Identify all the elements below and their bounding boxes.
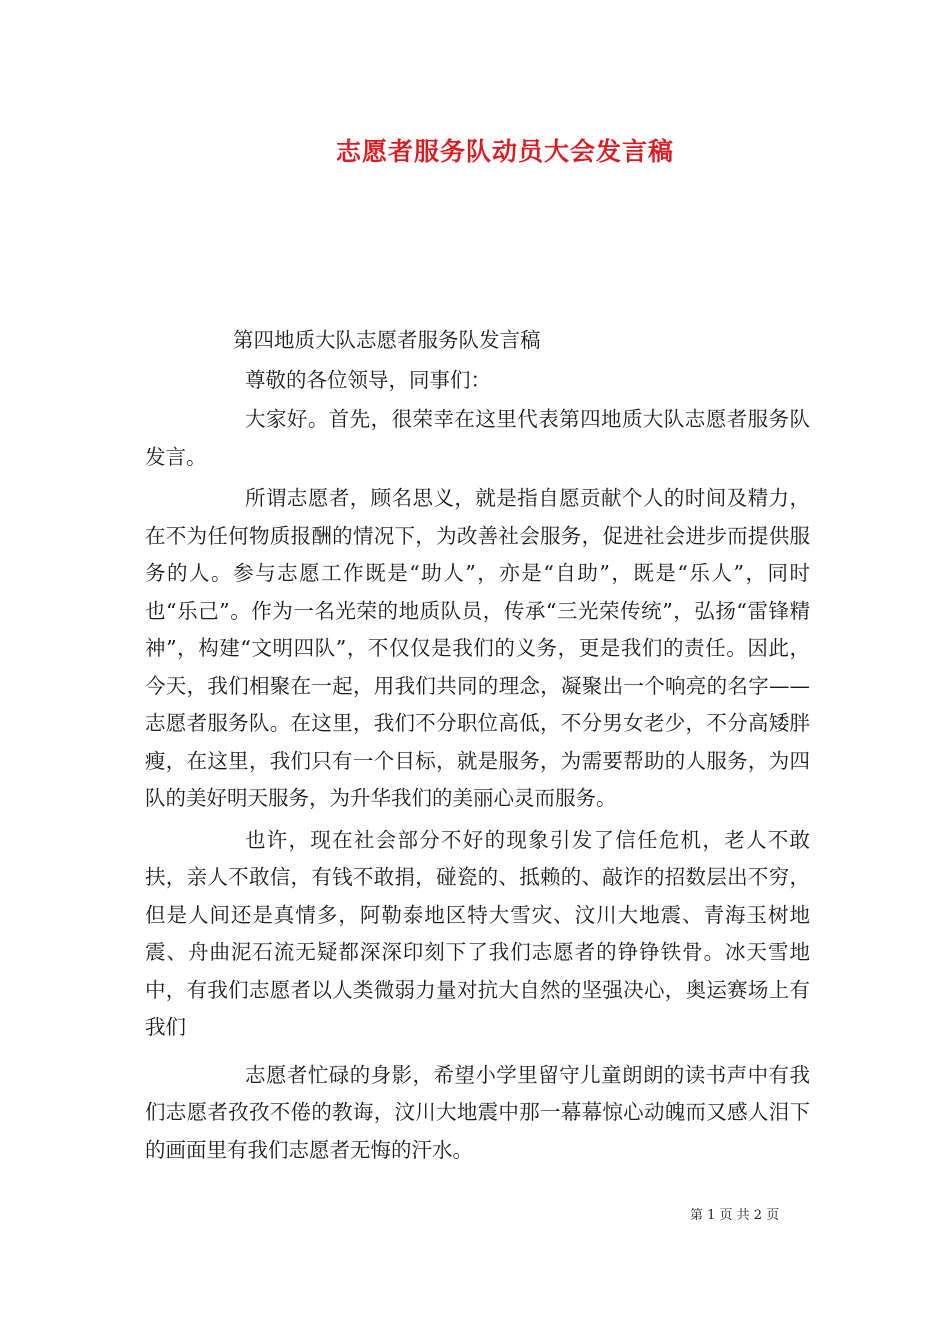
- paragraph-volunteers: 志愿者忙碌的身影，希望小学里留守儿童朗朗的读书声中有我们志愿者孜孜不倦的教诲，汶川大地震中那一幕幕惊心动魄而又感人泪下的画面里有我们志愿者无悔的汗水。: [145, 1062, 810, 1162]
- document-title: 志愿者服务队动员大会发言稿: [335, 137, 674, 166]
- document-subtitle: 第四地质大队志愿者服务队发言稿: [233, 328, 541, 352]
- paragraph-definition: 所谓志愿者，顾名思义，就是指自愿贡献个人的时间及精力，在不为任何物质报酬的情况下，为改善社会服务，促进社会进步而提供服务的人。参与志愿工作既是“助人”，亦是“自助”，既是“乐人”，同时也“乐己”。作为一名光荣的地质队员，传承“三光荣传统”，弘扬“雷锋精神”，构建“文明四队”，不仅仅是我们的义务，更是我们的责任。因此，今天，我们相聚在一起，用我们共同的理念，凝聚出一个响亮的名字——志愿者服务队。在这里，我们不分职位高低，不分男女老少，不分高矮胖瘦，在这里，我们只有一个目标，就是服务，为需要帮助的人服务，为四队的美好明天服务，为升华我们的美丽心灵而服务。: [145, 486, 810, 810]
- paragraph-trust: 也许，现在社会部分不好的现象引发了信任危机，老人不敢扶，亲人不敢信，有钱不敢捐，碰瓷的、抵赖的、敲诈的招数层出不穷，但是人间还是真情多，阿勒泰地区特大雪灾、汶川大地震、青海玉树地震、舟曲泥石流无疑都深深印刻下了我们志愿者的铮铮铁骨。冰天雪地中，有我们志愿者以人类微弱力量对抗大自然的坚强决心，奥运赛场上有我们: [145, 827, 810, 1039]
- document-body: [145, 322, 810, 1169]
- page-number: 第 1 页 共 2 页: [690, 1208, 780, 1223]
- paragraph-greeting: 大家好。首先，很荣幸在这里代表第四地质大队志愿者服务队发言。: [145, 407, 810, 469]
- salutation: 尊敬的各位领导，同事们：: [245, 367, 491, 392]
